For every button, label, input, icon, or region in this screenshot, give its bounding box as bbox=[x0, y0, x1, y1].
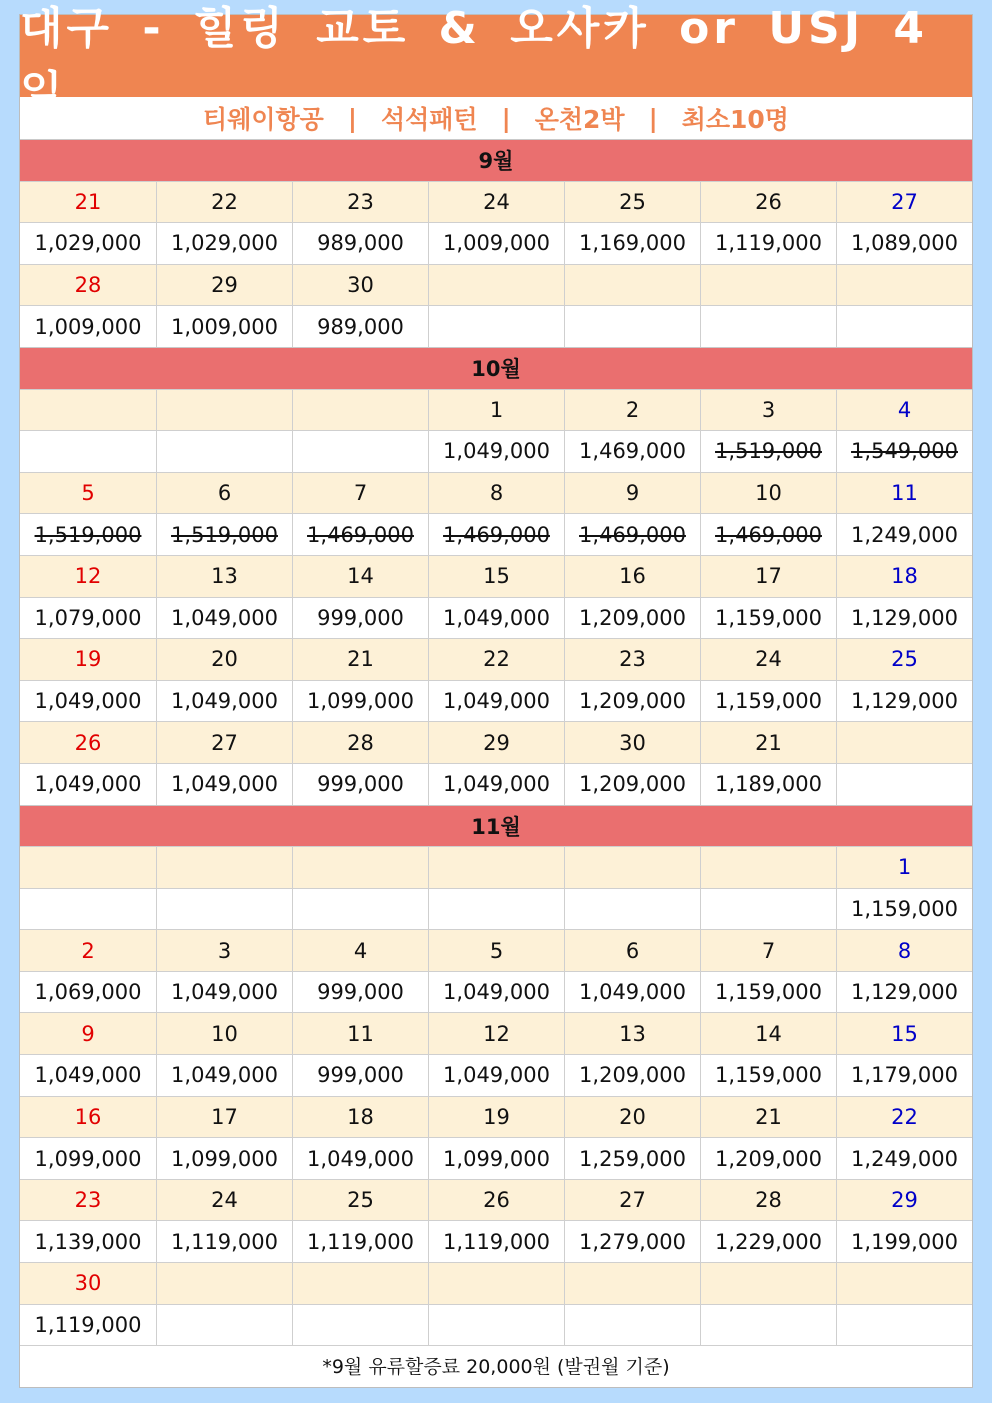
day-cell: 6 bbox=[564, 930, 700, 971]
subtitle-pattern: 석석패턴 bbox=[380, 105, 478, 134]
day-cell: 20 bbox=[156, 639, 292, 680]
day-cell: 21 bbox=[700, 1097, 836, 1138]
day-cell: 11 bbox=[292, 1013, 428, 1054]
price-cell: 1,229,000 bbox=[700, 1221, 836, 1262]
price-cell: 1,189,000 bbox=[700, 764, 836, 805]
day-cell: 12 bbox=[74, 564, 102, 589]
price-cell: 1,049,000 bbox=[156, 972, 292, 1013]
subtitle-separator: | bbox=[347, 103, 357, 133]
day-cell: 9 bbox=[81, 1021, 95, 1046]
price-cell: 1,159,000 bbox=[700, 1055, 836, 1096]
price-cell: 1,049,000 bbox=[156, 764, 292, 805]
day-cell: 14 bbox=[292, 556, 428, 597]
day-cell: 5 bbox=[428, 930, 564, 971]
day-cell: 9 bbox=[564, 473, 700, 514]
price-cell: 999,000 bbox=[292, 598, 428, 639]
day-cell: 10 bbox=[156, 1013, 292, 1054]
price-cell: 1,049,000 bbox=[156, 1055, 292, 1096]
price-cell bbox=[700, 1305, 836, 1346]
price-cell: 1,249,000 bbox=[836, 1138, 972, 1179]
price-cell bbox=[292, 889, 428, 930]
price-cell: 1,129,000 bbox=[836, 972, 972, 1013]
day-cell bbox=[836, 722, 972, 763]
day-cell: 21 bbox=[292, 639, 428, 680]
price-cell: 1,159,000 bbox=[836, 889, 972, 930]
price-cell: 1,049,000 bbox=[428, 764, 564, 805]
day-cell: 4 bbox=[836, 390, 972, 431]
day-cell: 23 bbox=[292, 182, 428, 223]
price-cell: 1,119,000 bbox=[156, 1221, 292, 1262]
price-cell bbox=[428, 1305, 564, 1346]
price-cell: 1,119,000 bbox=[428, 1221, 564, 1262]
price-row bbox=[20, 1054, 972, 1096]
day-cell: 24 bbox=[156, 1180, 292, 1221]
day-cell: 23 bbox=[74, 1188, 102, 1213]
day-cell: 30 bbox=[564, 722, 700, 763]
price-cell: 1,029,000 bbox=[156, 223, 292, 264]
price-cell bbox=[156, 889, 292, 930]
day-cell: 26 bbox=[428, 1180, 564, 1221]
day-cell: 25 bbox=[292, 1180, 428, 1221]
price-cell-soldout: 1,519,000 bbox=[700, 431, 836, 472]
day-cell bbox=[292, 390, 428, 431]
day-cell bbox=[700, 1263, 836, 1304]
price-cell: 1,209,000 bbox=[564, 1055, 700, 1096]
price-row bbox=[20, 888, 972, 930]
day-cell: 8 bbox=[836, 930, 972, 971]
price-cell: 1,049,000 bbox=[34, 1063, 142, 1088]
month-header: 11월 bbox=[20, 805, 972, 847]
day-cell bbox=[156, 1263, 292, 1304]
day-cell: 18 bbox=[292, 1097, 428, 1138]
day-cell: 13 bbox=[156, 556, 292, 597]
day-cell: 23 bbox=[564, 639, 700, 680]
price-cell: 1,249,000 bbox=[836, 514, 972, 555]
price-calendar-sheet bbox=[19, 3, 973, 1388]
day-row bbox=[20, 1262, 972, 1304]
day-cell: 27 bbox=[564, 1180, 700, 1221]
price-row bbox=[20, 763, 972, 805]
day-cell bbox=[156, 847, 292, 888]
price-cell bbox=[564, 1305, 700, 1346]
day-cell: 11 bbox=[836, 473, 972, 514]
day-cell: 13 bbox=[564, 1013, 700, 1054]
calendar bbox=[20, 139, 972, 1345]
price-cell: 1,049,000 bbox=[292, 1138, 428, 1179]
day-row bbox=[20, 181, 972, 223]
day-cell: 28 bbox=[700, 1180, 836, 1221]
price-cell: 1,029,000 bbox=[34, 231, 142, 256]
subtitle-separator: | bbox=[501, 103, 511, 133]
price-cell: 989,000 bbox=[292, 223, 428, 264]
day-cell: 21 bbox=[74, 189, 102, 214]
price-cell: 1,139,000 bbox=[34, 1229, 142, 1254]
price-cell: 989,000 bbox=[292, 306, 428, 347]
day-cell: 19 bbox=[428, 1097, 564, 1138]
price-row bbox=[20, 1137, 972, 1179]
day-cell: 22 bbox=[428, 639, 564, 680]
price-cell: 1,049,000 bbox=[428, 598, 564, 639]
price-cell: 1,099,000 bbox=[428, 1138, 564, 1179]
price-cell: 1,209,000 bbox=[564, 681, 700, 722]
price-row bbox=[20, 513, 972, 555]
day-cell: 3 bbox=[700, 390, 836, 431]
price-row bbox=[20, 971, 972, 1013]
day-cell: 2 bbox=[564, 390, 700, 431]
subtitle-onsen: 온천2박 bbox=[534, 105, 625, 134]
day-cell: 1 bbox=[428, 390, 564, 431]
day-row bbox=[20, 1012, 972, 1054]
month-header: 10월 bbox=[20, 347, 972, 389]
day-cell: 18 bbox=[836, 556, 972, 597]
day-cell: 5 bbox=[81, 481, 95, 506]
price-cell: 1,069,000 bbox=[34, 980, 142, 1005]
price-row bbox=[20, 430, 972, 472]
price-cell-soldout: 1,469,000 bbox=[292, 514, 428, 555]
day-row bbox=[20, 555, 972, 597]
price-cell: 1,199,000 bbox=[836, 1221, 972, 1262]
day-row bbox=[20, 1179, 972, 1221]
price-cell: 1,049,000 bbox=[564, 972, 700, 1013]
day-cell bbox=[156, 390, 292, 431]
subtitle-separator: | bbox=[648, 103, 658, 133]
day-cell: 29 bbox=[156, 265, 292, 306]
day-cell: 15 bbox=[836, 1013, 972, 1054]
day-cell: 30 bbox=[74, 1271, 102, 1296]
subtitle-minimum: 최소10명 bbox=[681, 105, 789, 134]
day-cell: 14 bbox=[700, 1013, 836, 1054]
price-cell bbox=[700, 306, 836, 347]
day-cell: 1 bbox=[836, 847, 972, 888]
day-cell bbox=[836, 265, 972, 306]
day-cell bbox=[564, 847, 700, 888]
price-cell: 1,209,000 bbox=[564, 764, 700, 805]
price-cell: 1,469,000 bbox=[564, 431, 700, 472]
day-row bbox=[20, 264, 972, 306]
price-cell bbox=[428, 889, 564, 930]
price-cell bbox=[20, 889, 156, 930]
price-cell: 1,159,000 bbox=[700, 681, 836, 722]
day-cell: 25 bbox=[564, 182, 700, 223]
price-cell bbox=[700, 889, 836, 930]
day-cell: 7 bbox=[700, 930, 836, 971]
day-cell: 16 bbox=[564, 556, 700, 597]
day-cell: 24 bbox=[700, 639, 836, 680]
price-cell bbox=[20, 431, 156, 472]
day-cell: 7 bbox=[292, 473, 428, 514]
price-cell: 1,049,000 bbox=[428, 681, 564, 722]
day-cell: 12 bbox=[428, 1013, 564, 1054]
price-cell-soldout: 1,519,000 bbox=[34, 522, 142, 547]
price-cell: 1,099,000 bbox=[292, 681, 428, 722]
day-row bbox=[20, 929, 972, 971]
day-row bbox=[20, 472, 972, 514]
price-cell: 1,089,000 bbox=[836, 223, 972, 264]
day-cell bbox=[428, 265, 564, 306]
price-cell: 1,009,000 bbox=[428, 223, 564, 264]
day-cell: 17 bbox=[700, 556, 836, 597]
price-cell: 1,099,000 bbox=[156, 1138, 292, 1179]
price-cell: 1,279,000 bbox=[564, 1221, 700, 1262]
day-cell: 29 bbox=[836, 1180, 972, 1221]
price-cell: 999,000 bbox=[292, 972, 428, 1013]
price-cell: 1,079,000 bbox=[34, 605, 142, 630]
price-row bbox=[20, 680, 972, 722]
day-cell bbox=[20, 847, 156, 888]
day-row bbox=[20, 846, 972, 888]
day-cell bbox=[428, 1263, 564, 1304]
price-cell: 1,009,000 bbox=[156, 306, 292, 347]
day-row bbox=[20, 638, 972, 680]
day-cell: 2 bbox=[81, 938, 95, 963]
price-cell: 1,179,000 bbox=[836, 1055, 972, 1096]
price-cell bbox=[292, 431, 428, 472]
day-cell bbox=[700, 847, 836, 888]
day-cell: 22 bbox=[836, 1097, 972, 1138]
price-cell bbox=[428, 306, 564, 347]
day-cell: 3 bbox=[156, 930, 292, 971]
day-cell: 4 bbox=[292, 930, 428, 971]
price-cell: 1,049,000 bbox=[428, 972, 564, 1013]
price-cell: 999,000 bbox=[292, 764, 428, 805]
day-cell bbox=[20, 390, 156, 431]
month-header: 9월 bbox=[20, 139, 972, 181]
day-cell: 28 bbox=[292, 722, 428, 763]
price-cell: 1,049,000 bbox=[156, 681, 292, 722]
day-cell: 10 bbox=[700, 473, 836, 514]
price-cell: 1,049,000 bbox=[34, 772, 142, 797]
price-cell: 1,159,000 bbox=[700, 598, 836, 639]
price-cell: 1,129,000 bbox=[836, 598, 972, 639]
price-cell-soldout: 1,469,000 bbox=[428, 514, 564, 555]
price-cell: 1,209,000 bbox=[564, 598, 700, 639]
price-cell-soldout: 1,469,000 bbox=[700, 514, 836, 555]
price-cell: 1,119,000 bbox=[700, 223, 836, 264]
day-cell: 22 bbox=[156, 182, 292, 223]
price-cell bbox=[836, 306, 972, 347]
day-cell: 25 bbox=[836, 639, 972, 680]
day-cell bbox=[700, 265, 836, 306]
price-cell: 1,099,000 bbox=[34, 1146, 142, 1171]
price-cell: 1,129,000 bbox=[836, 681, 972, 722]
price-cell bbox=[836, 764, 972, 805]
day-cell bbox=[292, 1263, 428, 1304]
footer-note: *9월 유류할증료 20,000원 (발권월 기준) bbox=[20, 1345, 972, 1385]
price-row bbox=[20, 305, 972, 347]
day-row bbox=[20, 389, 972, 431]
price-cell: 1,049,000 bbox=[428, 1055, 564, 1096]
price-cell: 1,049,000 bbox=[428, 431, 564, 472]
price-cell-soldout: 1,549,000 bbox=[836, 431, 972, 472]
day-cell bbox=[836, 1263, 972, 1304]
day-cell: 26 bbox=[700, 182, 836, 223]
price-row bbox=[20, 597, 972, 639]
day-row bbox=[20, 1096, 972, 1138]
price-cell: 1,049,000 bbox=[156, 598, 292, 639]
day-cell bbox=[564, 1263, 700, 1304]
price-cell: 1,009,000 bbox=[34, 314, 142, 339]
price-cell: 1,159,000 bbox=[700, 972, 836, 1013]
subtitle-airline: 티웨이항공 bbox=[203, 105, 324, 134]
price-cell: 1,049,000 bbox=[34, 689, 142, 714]
day-cell: 16 bbox=[74, 1104, 102, 1129]
price-cell bbox=[292, 1305, 428, 1346]
day-row bbox=[20, 721, 972, 763]
price-row bbox=[20, 1304, 972, 1346]
day-cell: 24 bbox=[428, 182, 564, 223]
day-cell: 19 bbox=[74, 647, 102, 672]
price-cell bbox=[836, 1305, 972, 1346]
price-cell: 1,209,000 bbox=[700, 1138, 836, 1179]
price-cell bbox=[156, 431, 292, 472]
day-cell: 27 bbox=[836, 182, 972, 223]
price-cell bbox=[156, 1305, 292, 1346]
price-cell bbox=[564, 306, 700, 347]
price-cell-soldout: 1,469,000 bbox=[564, 514, 700, 555]
price-row bbox=[20, 1220, 972, 1262]
price-cell: 1,169,000 bbox=[564, 223, 700, 264]
day-cell: 30 bbox=[292, 265, 428, 306]
day-cell: 29 bbox=[428, 722, 564, 763]
day-cell: 26 bbox=[74, 730, 102, 755]
day-cell: 27 bbox=[156, 722, 292, 763]
price-cell: 1,119,000 bbox=[292, 1221, 428, 1262]
page-title: 대구 - 힐링 교토 & 오사카 or USJ 4일 bbox=[20, 15, 972, 97]
day-cell: 28 bbox=[74, 273, 102, 298]
day-cell bbox=[292, 847, 428, 888]
price-cell bbox=[564, 889, 700, 930]
day-cell: 21 bbox=[700, 722, 836, 763]
day-cell: 6 bbox=[156, 473, 292, 514]
day-cell: 8 bbox=[428, 473, 564, 514]
day-cell: 17 bbox=[156, 1097, 292, 1138]
day-cell: 20 bbox=[564, 1097, 700, 1138]
price-row bbox=[20, 222, 972, 264]
price-cell: 999,000 bbox=[292, 1055, 428, 1096]
day-cell bbox=[428, 847, 564, 888]
price-cell: 1,259,000 bbox=[564, 1138, 700, 1179]
day-cell bbox=[564, 265, 700, 306]
price-cell-soldout: 1,519,000 bbox=[156, 514, 292, 555]
price-cell: 1,119,000 bbox=[34, 1312, 142, 1337]
day-cell: 15 bbox=[428, 556, 564, 597]
